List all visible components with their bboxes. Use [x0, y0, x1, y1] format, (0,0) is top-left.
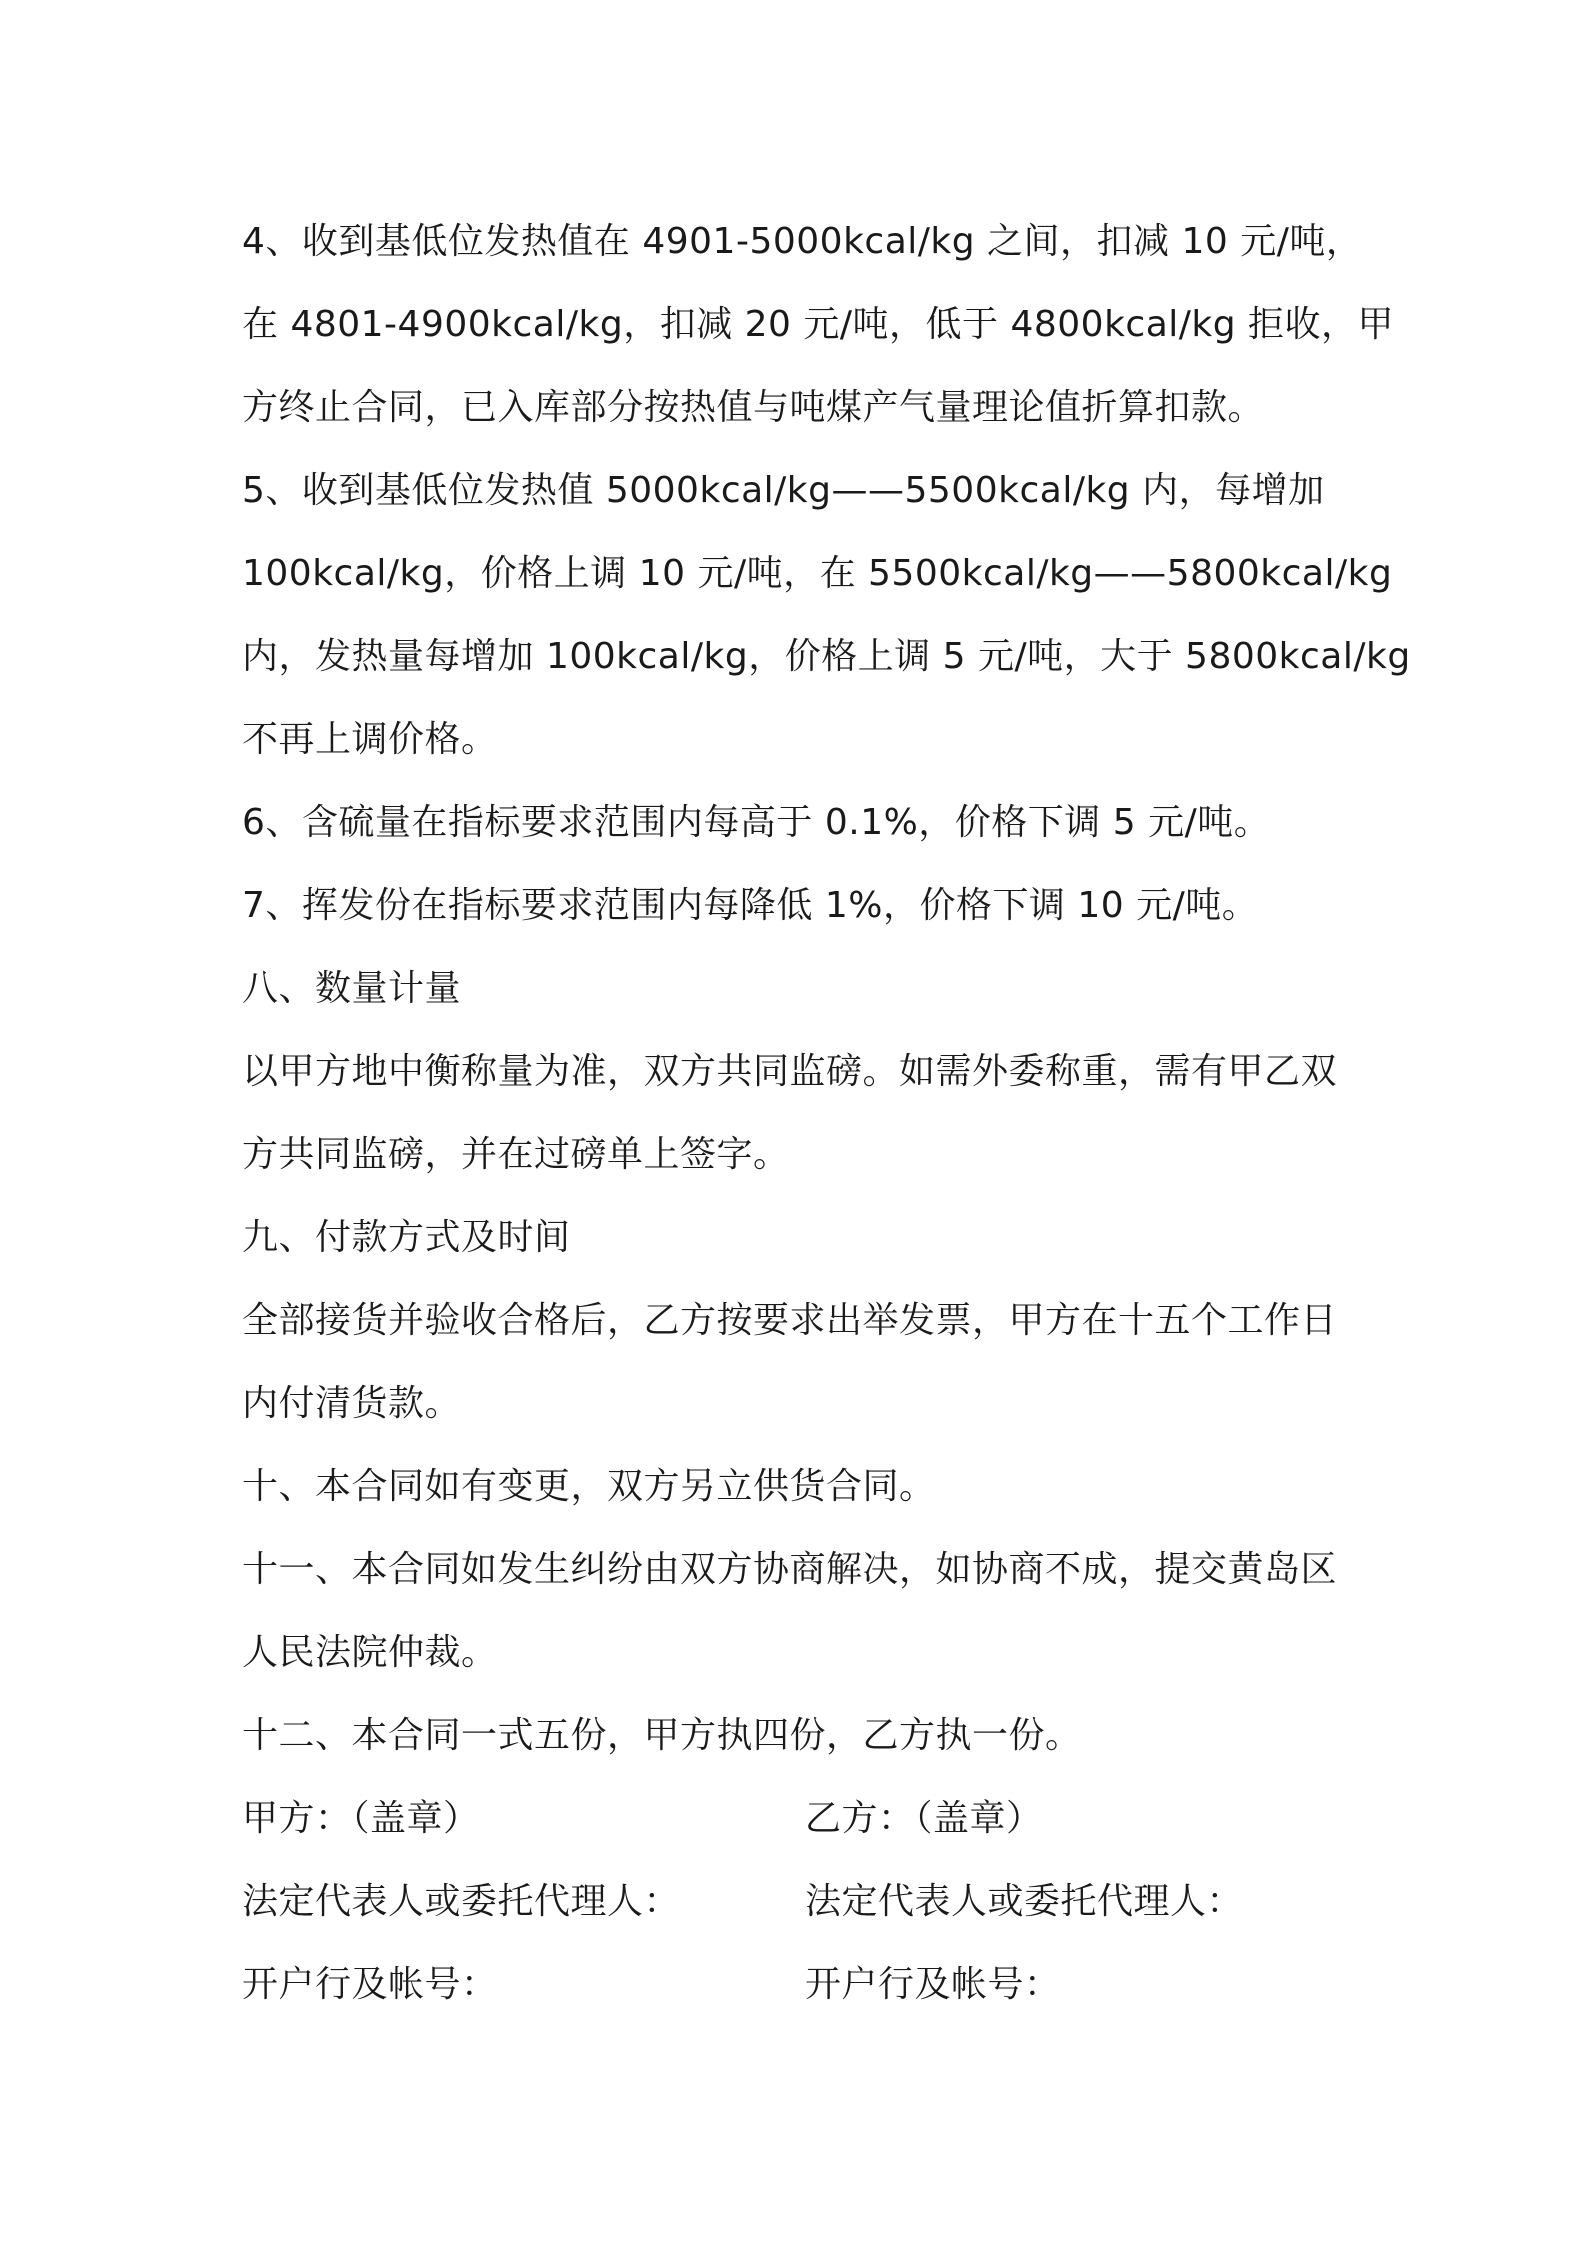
section-8-line-2: 方共同监磅，并在过磅单上签字。	[242, 1134, 790, 1175]
clause-4-line-3: 方终止合同，已入库部分按热值与吨煤产气量理论值折算扣款。	[242, 387, 1265, 428]
party-b-representative: 法定代表人或委托代理人：	[805, 1881, 1244, 1922]
party-b-seal: 乙方：（盖章）	[805, 1798, 1043, 1839]
clause-4-line-1: 4、收到基低位发热值在 4901-5000kcal/kg 之间，扣减 10 元/吨，	[242, 221, 1363, 262]
clause-7	[242, 864, 1352, 947]
section-8-title: 八、数量计量	[242, 968, 462, 1009]
section-12	[242, 1694, 1352, 1777]
section-9-body	[242, 1279, 1352, 1445]
section-9-heading	[242, 1196, 1352, 1279]
clause-6-text: 6、含硫量在指标要求范围内每高于 0.1%，价格下调 5 元/吨。	[242, 802, 1271, 843]
clause-5-line-4: 不再上调价格。	[242, 719, 498, 760]
signature-bank-row	[242, 1943, 1352, 2026]
clause-5-line-3: 内，发热量每增加 100kcal/kg，价格上调 5 元/吨，大于 5800kcal/kg	[242, 636, 1411, 677]
party-a-seal: 甲方：（盖章）	[242, 1798, 480, 1839]
clause-4	[242, 200, 1395, 449]
signature-seal-row	[242, 1777, 1352, 1860]
section-8-line-1: 以甲方地中衡称量为准，双方共同监磅。如需外委称重，需有甲乙双	[242, 1051, 1338, 1092]
party-b-bank-account: 开户行及帐号：	[805, 1964, 1061, 2005]
section-10-text: 十、本合同如有变更，双方另立供货合同。	[242, 1466, 936, 1507]
clause-6	[242, 781, 1352, 864]
section-9-line-1: 全部接货并验收合格后，乙方按要求出举发票，甲方在十五个工作日	[242, 1300, 1338, 1341]
clause-5-line-1: 5、收到基低位发热值 5000kcal/kg——5500kcal/kg 内，每增加	[242, 470, 1325, 511]
section-9-title: 九、付款方式及时间	[242, 1217, 571, 1258]
section-10	[242, 1445, 1352, 1528]
party-a-representative: 法定代表人或委托代理人：	[242, 1881, 681, 1922]
clause-4-line-2: 在 4801-4900kcal/kg，扣减 20 元/吨，低于 4800kcal/kg 拒收，甲	[242, 304, 1395, 345]
clause-5	[242, 449, 1411, 781]
party-a-bank-account: 开户行及帐号：	[242, 1964, 498, 2005]
section-12-text: 十二、本合同一式五份，甲方执四份，乙方执一份。	[242, 1715, 1082, 1756]
section-11	[242, 1528, 1352, 1694]
clause-7-text: 7、挥发份在指标要求范围内每降低 1%，价格下调 10 元/吨。	[242, 885, 1259, 926]
section-8-heading	[242, 947, 1352, 1030]
section-8-body	[242, 1030, 1352, 1196]
section-9-line-2: 内付清货款。	[242, 1383, 462, 1424]
section-11-line-1: 十一、本合同如发生纠纷由双方协商解决，如协商不成，提交黄岛区	[242, 1549, 1338, 1590]
section-11-line-2: 人民法院仲裁。	[242, 1632, 498, 1673]
contract-body	[242, 200, 1411, 2026]
clause-5-line-2: 100kcal/kg，价格上调 10 元/吨，在 5500kcal/kg——5800kcal/kg	[242, 553, 1393, 594]
signature-representative-row	[242, 1860, 1352, 1943]
